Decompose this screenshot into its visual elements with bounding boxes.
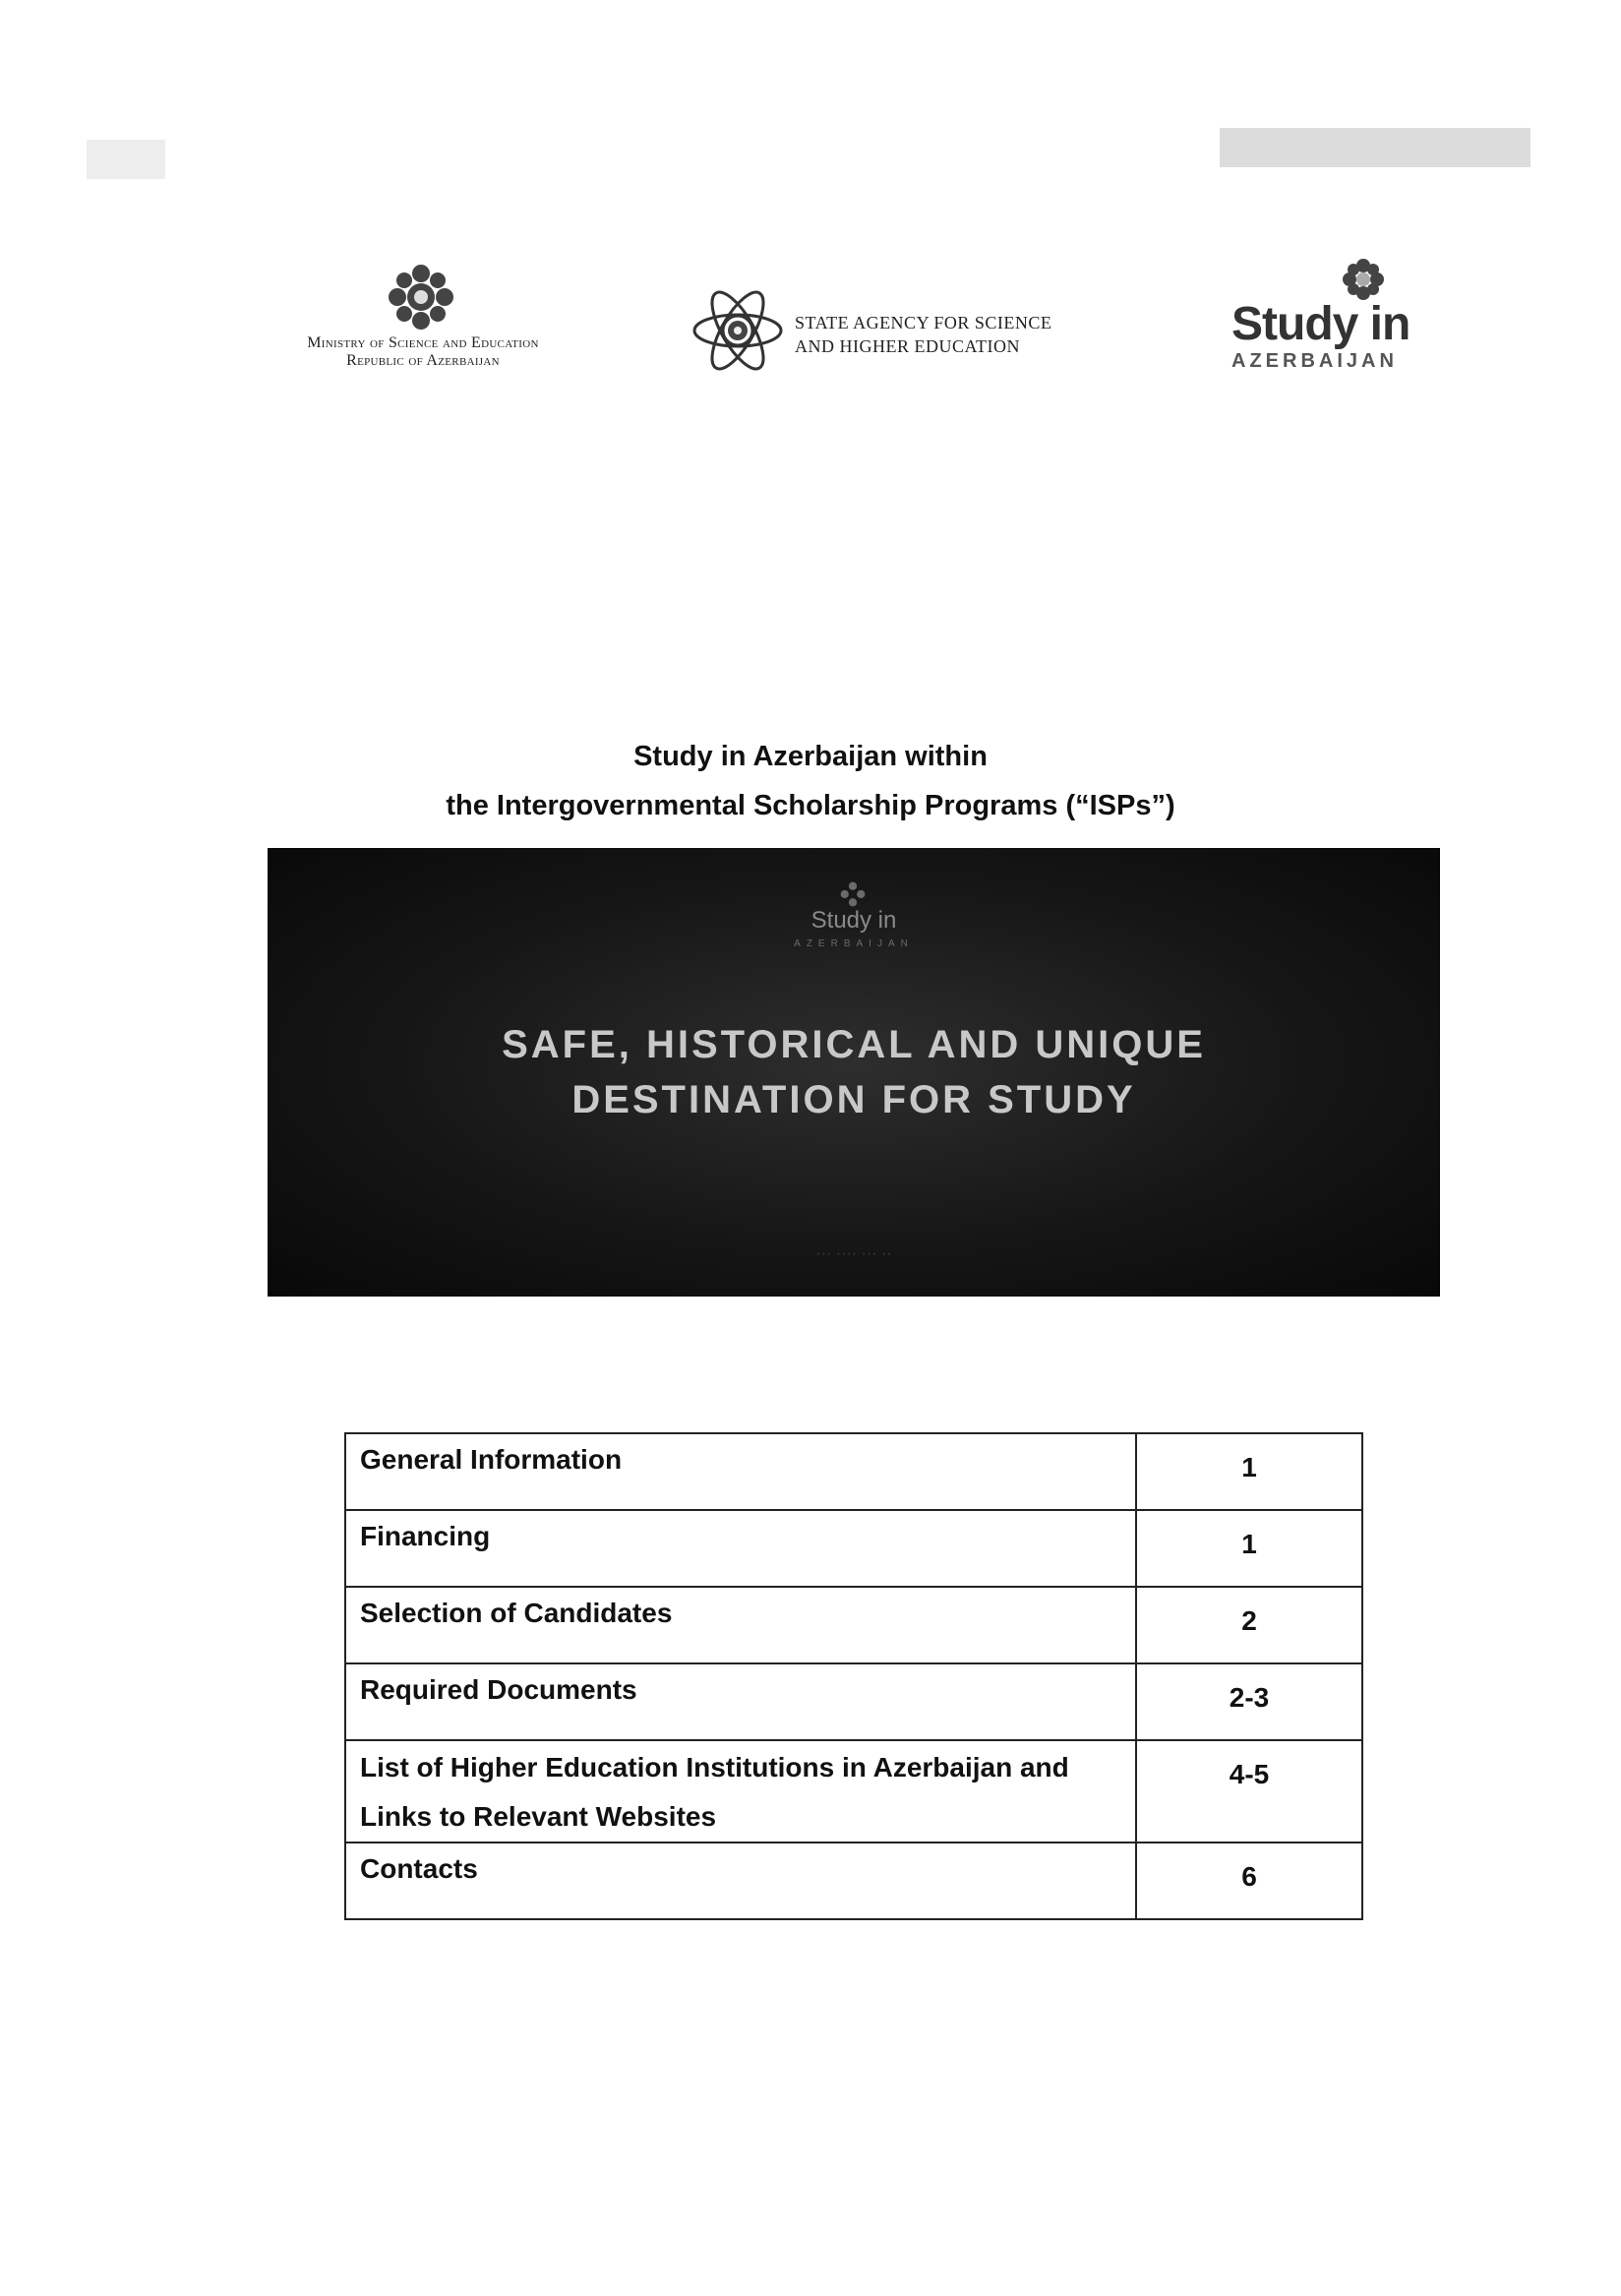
- contents-page: 1: [1136, 1433, 1362, 1510]
- contents-table: [344, 1432, 1363, 1920]
- contents-page: 2-3: [1136, 1663, 1362, 1740]
- ministry-emblem-icon: [382, 258, 460, 336]
- agency-atom-icon: [689, 281, 787, 380]
- scan-artifact: [1220, 128, 1531, 167]
- banner-footer-blur: ··· ···· ··· ··: [815, 1245, 892, 1262]
- promo-banner: [268, 848, 1440, 1297]
- banner-logo-study: Study in: [810, 907, 897, 934]
- banner-flower-icon: [840, 881, 866, 907]
- agency-name-line1: STATE AGENCY FOR SCIENCE: [795, 313, 1052, 332]
- scan-artifact: [87, 140, 165, 179]
- logo-study-text: Study in: [1231, 298, 1411, 350]
- logo-country-text: AZERBAIJAN: [1231, 350, 1398, 372]
- ministry-name-line1: Ministry of Science and Education: [307, 334, 539, 351]
- ministry-name: [251, 334, 595, 370]
- table-row: [345, 1843, 1362, 1919]
- banner-headline-1: SAFE, HISTORICAL AND UNIQUE: [502, 1023, 1206, 1066]
- contents-page: 2: [1136, 1587, 1362, 1663]
- document-title-line1: Study in Azerbaijan within: [633, 741, 988, 772]
- table-row: [345, 1663, 1362, 1740]
- table-row: [345, 1510, 1362, 1587]
- table-row: [345, 1740, 1362, 1843]
- document-title-line2: the Intergovernmental Scholarship Programs (“ISPs”): [446, 790, 1175, 821]
- agency-name: [795, 311, 1090, 358]
- banner-headline-2: DESTINATION FOR STUDY: [571, 1078, 1136, 1121]
- agency-name-line2: AND HIGHER EDUCATION: [795, 336, 1020, 356]
- contents-page: 1: [1136, 1510, 1362, 1587]
- study-in-azerbaijan-logo: [1220, 258, 1416, 386]
- contents-page: 4-5: [1136, 1740, 1362, 1843]
- contents-page: 6: [1136, 1843, 1362, 1919]
- table-row: [345, 1433, 1362, 1510]
- contents-item: Financing: [345, 1510, 1136, 1587]
- contents-item: General Information: [345, 1433, 1136, 1510]
- contents-item: List of Higher Education Institutions in Azerbaijan and Links to Relevant Websites: [345, 1740, 1136, 1843]
- contents-item: Contacts: [345, 1843, 1136, 1919]
- contents-item: Required Documents: [345, 1663, 1136, 1740]
- banner-logo-country: AZERBAIJAN: [794, 938, 914, 949]
- ministry-name-line2: Republic of Azerbaijan: [346, 352, 500, 369]
- table-row: [345, 1587, 1362, 1663]
- flower-icon: [1342, 258, 1385, 301]
- contents-item: Selection of Candidates: [345, 1587, 1136, 1663]
